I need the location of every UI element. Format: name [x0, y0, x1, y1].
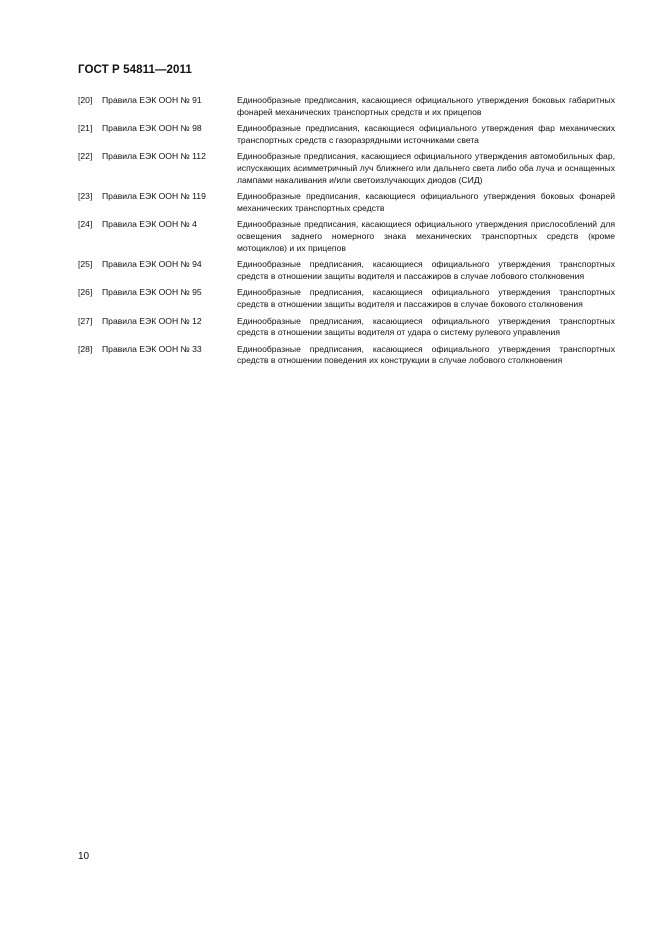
- bibliography-entry-24: [78, 219, 615, 254]
- bibliography-entry-26: [78, 287, 615, 310]
- reference-source: Правила ЕЭК ООН № 33: [102, 343, 202, 354]
- reference-number: [22]: [78, 151, 93, 162]
- reference-title: Единообразные предписания, касающиеся официального утверждения боковых габаритных фонарей механических транспортных средств и их прицепов: [237, 95, 615, 117]
- bibliography-entry-23: [78, 191, 615, 214]
- reference-title: Единообразные предписания, касающиеся официального утверждения автомобильных фар, испускающих асимметричный луч ближнего или дальнего света либо оба луча и оснащенных лампами накаливания и/или светоизлучающих диодов (СИД): [237, 151, 615, 185]
- bibliography-entry-28: [78, 344, 615, 367]
- reference-source: Правила ЕЭК ООН № 94: [102, 259, 202, 270]
- bibliography-list: [78, 95, 615, 372]
- bibliography-entry-25: [78, 259, 615, 282]
- reference-number: [20]: [78, 95, 93, 105]
- bibliography-entry-21: [78, 123, 615, 146]
- reference-source: Правила ЕЭК ООН № 112: [102, 151, 206, 162]
- bibliography-entry-20: [78, 95, 615, 118]
- document-code-header: ГОСТ Р 54811—2011: [78, 64, 192, 76]
- page-number: 10: [78, 851, 90, 862]
- bibliography-entry-22: [78, 151, 615, 186]
- reference-source: Правила ЕЭК ООН № 91: [102, 95, 202, 105]
- reference-title: Единообразные предписания, касающиеся официального утверждения транспортных средств в отношении защиты водителя от удара о систему рулевого управления: [237, 315, 615, 338]
- reference-title: Единообразные предписания, касающиеся официального утверждения фар механических транспортных средств с газоразрядными источниками света: [237, 123, 615, 145]
- bibliography-entry-27: [78, 316, 615, 339]
- reference-number: [25]: [78, 259, 93, 270]
- reference-number: [26]: [78, 287, 93, 298]
- reference-title: Единообразные предписания, касающиеся официального утверждения транспортных средств в отношении защиты водителя и пассажиров в случае бокового столкновения: [237, 287, 615, 309]
- reference-number: [28]: [78, 343, 93, 354]
- reference-number: [24]: [78, 219, 93, 230]
- reference-source: Правила ЕЭК ООН № 4: [102, 219, 197, 230]
- reference-number: [21]: [78, 123, 93, 134]
- reference-source: Правила ЕЭК ООН № 98: [102, 123, 202, 134]
- reference-source: Правила ЕЭК ООН № 119: [102, 191, 206, 202]
- reference-title: Единообразные предписания, касающиеся официального утверждения транспортных средств в отношении защиты водителя и пассажиров в случае лобового столкновения: [237, 259, 615, 281]
- reference-source: Правила ЕЭК ООН № 95: [102, 287, 202, 298]
- reference-source: Правила ЕЭК ООН № 12: [102, 315, 202, 326]
- reference-title: Единообразные предписания, касающиеся официального утверждения боковых фонарей механических транспортных средств: [237, 191, 615, 213]
- reference-number: [27]: [78, 315, 93, 326]
- reference-title: Единообразные предписания, касающиеся официального утверждения прислособлений для освещения заднего номерного знака механических транспортных средств (кроме мотоциклов) и их прицепов: [237, 219, 615, 253]
- reference-title: Единообразные предписания, касающиеся официального утверждения транспортных средств в отношении поведения их конструкции в случае лобового столкновения: [237, 343, 615, 366]
- reference-number: [23]: [78, 191, 93, 202]
